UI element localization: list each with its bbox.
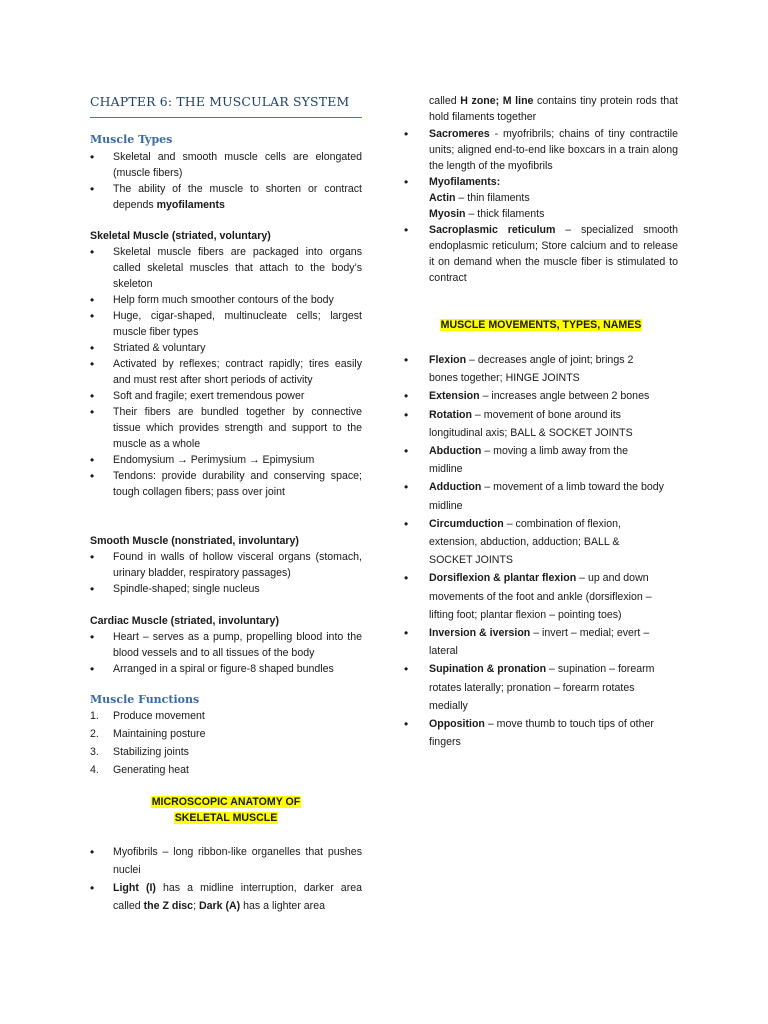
list-item: • Soft and fragile; exert tremendous power bbox=[90, 388, 362, 404]
list-item: • Extension – increases angle between 2 bones bbox=[404, 387, 664, 405]
smooth-muscle-list bbox=[90, 549, 362, 597]
list-item: • Striated & voluntary bbox=[90, 340, 362, 356]
microscopic-anatomy-heading: MICROSCOPIC ANATOMY OF SKELETAL MUSCLE bbox=[151, 796, 301, 824]
list-item: 4. Generating heat bbox=[90, 764, 189, 776]
list-item: • Activated by reflexes; contract rapidly; tires easily and must rest after short periods of activity bbox=[90, 356, 362, 388]
list-item: • Abduction – moving a limb away from the midline bbox=[404, 442, 664, 478]
muscle-movements-list bbox=[404, 351, 664, 751]
skeletal-muscle-heading: Skeletal Muscle (striated, voluntary) bbox=[90, 230, 271, 242]
list-item: • Myofibrils – long ribbon-like organelles that pushes nuclei bbox=[90, 843, 362, 879]
muscle-types-heading: Muscle Types bbox=[90, 133, 173, 146]
list-item: • Sacroplasmic reticulum – specialized smooth endoplasmic reticulum; Store calcium and to release it on demand when the muscle fiber is stimulated to contract bbox=[404, 222, 678, 286]
list-item: • Adduction – movement of a limb toward the body midline bbox=[404, 478, 664, 514]
list-item: • Skeletal muscle fibers are packaged into organs called skeletal muscles that attach to the body’s skeleton bbox=[90, 244, 362, 292]
list-item: • Arranged in a spiral or figure-8 shaped bundles bbox=[90, 661, 362, 677]
list-item: • Light (I) has a midline interruption, darker area called the Z disc; Dark (A) has a lighter area bbox=[90, 879, 362, 915]
list-item: • Rotation – movement of bone around its longitudinal axis; BALL & SOCKET JOINTS bbox=[404, 406, 664, 442]
skeletal-muscle-list bbox=[90, 244, 362, 500]
list-item: 2. Maintaining posture bbox=[90, 728, 206, 740]
smooth-muscle-heading: Smooth Muscle (nonstriated, involuntary) bbox=[90, 535, 299, 547]
list-item: • Skeletal and smooth muscle cells are elongated (muscle fibers) bbox=[90, 149, 362, 181]
muscle-movements-heading: MUSCLE MOVEMENTS, TYPES, NAMES bbox=[440, 319, 642, 331]
muscle-functions-heading: Muscle Functions bbox=[90, 693, 200, 706]
microscopic-anatomy-list bbox=[90, 843, 362, 915]
muscle-types-list bbox=[90, 149, 362, 213]
list-item: • Dorsiflexion & plantar flexion – up and down movements of the foot and ankle (dorsiflexion – lifting foot; plantar flexion – pointing toes) bbox=[404, 569, 664, 624]
list-item: • The ability of the muscle to shorten or contract depends myofilaments bbox=[90, 181, 362, 213]
list-item: • Spindle-shaped; single nucleus bbox=[90, 581, 362, 597]
list-item: 1. Produce movement bbox=[90, 710, 205, 722]
list-item: • Found in walls of hollow visceral organs (stomach, urinary bladder, respiratory passages) bbox=[90, 549, 362, 581]
list-item: • Heart – serves as a pump, propelling blood into the blood vessels and to all tissues of the body bbox=[90, 629, 362, 661]
list-item: • Help form much smoother contours of the body bbox=[90, 292, 362, 308]
cardiac-muscle-heading: Cardiac Muscle (striated, involuntary) bbox=[90, 615, 279, 627]
list-item: • Their fibers are bundled together by connective tissue which provides strength and support to the muscle as a whole bbox=[90, 404, 362, 452]
list-item: • Circumduction – combination of flexion, extension, abduction, adduction; BALL & SOCKET JOINTS bbox=[404, 515, 664, 570]
list-item: • Sacromeres - myofribrils; chains of tiny contractile units; aligned end-to-end like boxcars in a train along the length of the myofibrils bbox=[404, 126, 678, 174]
list-item: • Opposition – move thumb to touch tips of other fingers bbox=[404, 715, 664, 751]
list-item: • Inversion & iversion – invert – medial; evert – lateral bbox=[404, 624, 664, 660]
chapter-title: CHAPTER 6: THE MUSCULAR SYSTEM bbox=[90, 94, 362, 118]
list-item: • Supination & pronation – supination – forearm rotates laterally; pronation – forearm rotates medially bbox=[404, 660, 664, 715]
list-item: 3. Stabilizing joints bbox=[90, 746, 189, 758]
list-item: • Flexion – decreases angle of joint; brings 2 bones together; HINGE JOINTS bbox=[404, 351, 664, 387]
continued-text: called H zone; M line contains tiny protein rods that hold filaments together bbox=[429, 95, 678, 123]
list-item: • Huge, cigar-shaped, multinucleate cells; largest muscle fiber types bbox=[90, 308, 362, 340]
muscle-functions-list bbox=[90, 708, 362, 780]
list-item: • Tendons: provide durability and conserving space; tough collagen fibers; pass over joint bbox=[90, 468, 362, 500]
sarcomere-list bbox=[404, 126, 678, 286]
list-item: • Myofilaments: Actin – thin filaments Myosin – thick filaments bbox=[404, 174, 678, 222]
cardiac-muscle-list bbox=[90, 629, 362, 677]
list-item: • Endomysium → Perimysium → Epimysium bbox=[90, 452, 362, 468]
